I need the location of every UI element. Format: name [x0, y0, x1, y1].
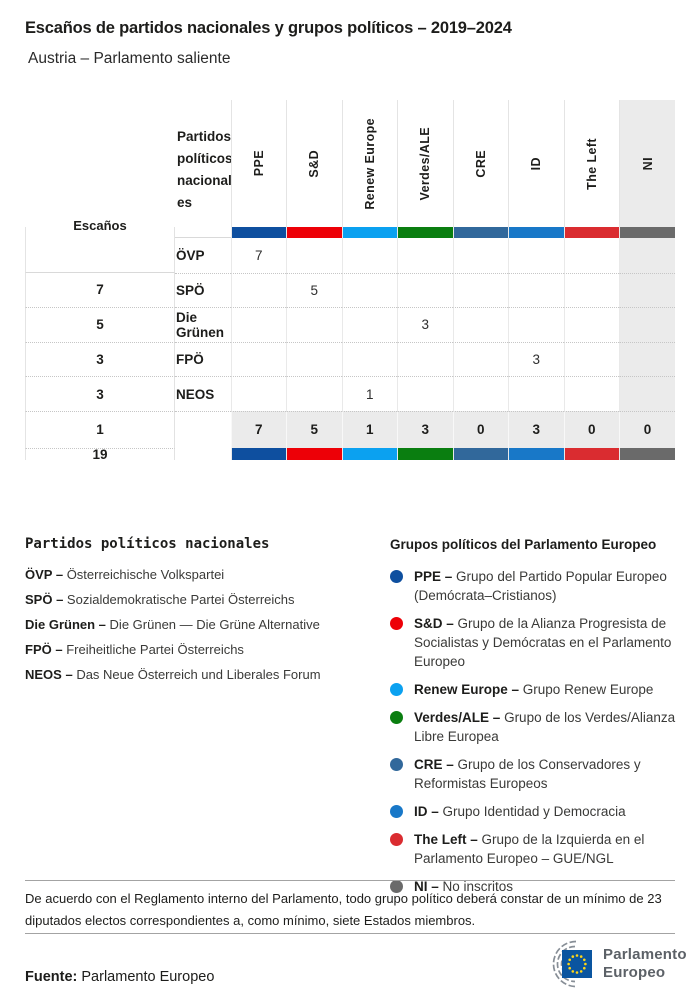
group-total: 7 — [231, 411, 287, 448]
row-total: 7 — [25, 273, 175, 308]
legend-item: NEOS – Das Neue Österreich und Liberales Forum — [25, 667, 321, 682]
group-total: 0 — [564, 411, 620, 448]
group-color-bar-renew — [342, 227, 398, 238]
logo-wordmark: Parlamento Europeo — [603, 946, 687, 981]
national-parties-legend — [25, 536, 365, 692]
cre-color-dot-icon — [390, 758, 403, 771]
source-line — [25, 969, 214, 985]
legend-item: CRE – Grupo de los Conservadores y Reformistas Europeos — [390, 755, 690, 793]
cell — [619, 238, 675, 273]
group-total: 0 — [453, 411, 509, 448]
cell: 1 — [342, 376, 398, 411]
party-row-label: ÖVP — [176, 247, 205, 263]
group-color-bar-theleft — [564, 227, 620, 238]
group-total: 0 — [619, 411, 675, 448]
page-subtitle: Austria – Parlamento saliente — [28, 50, 231, 67]
party-row-label: FPÖ — [175, 342, 231, 377]
cell — [342, 307, 398, 342]
cell — [286, 238, 342, 273]
group-color-bar-verdes — [397, 448, 453, 460]
divider — [25, 880, 675, 881]
cell: 3 — [397, 307, 453, 342]
group-color-bar-sd — [286, 448, 342, 460]
cell — [564, 273, 620, 308]
verdes-color-dot-icon — [390, 711, 403, 724]
group-total: 5 — [286, 411, 342, 448]
cell — [619, 273, 675, 308]
column-header-cre: CRE — [453, 100, 509, 227]
cell — [231, 307, 287, 342]
cell — [619, 342, 675, 377]
party-row-label: NEOS — [175, 376, 231, 411]
group-color-bar-sd — [286, 227, 342, 238]
cell — [397, 342, 453, 377]
group-color-bar-ni — [619, 227, 675, 238]
group-color-bar-verdes — [397, 227, 453, 238]
legend-item: S&D – Grupo de la Alianza Progresista de Socialistas y Demócratas en el Parlamento Europeo — [390, 614, 690, 671]
seats-table — [25, 100, 675, 460]
grand-total: 19 — [25, 448, 175, 460]
cell — [453, 376, 509, 411]
cell: 5 — [286, 273, 342, 308]
legend-title: Partidos políticos nacionales — [25, 536, 270, 552]
sd-color-dot-icon — [390, 617, 403, 630]
cell — [231, 376, 287, 411]
row-total: 3 — [25, 376, 175, 411]
group-color-bar-renew — [342, 448, 398, 460]
cell — [286, 307, 342, 342]
party-row-label: SPÖ — [175, 273, 231, 308]
table-corner-label: Partidos políticos nacional es — [177, 129, 233, 210]
ep-hemicycle-icon — [518, 936, 594, 992]
source-value: Parlamento Europeo — [81, 969, 215, 985]
group-total: 3 — [397, 411, 453, 448]
legend-item: FPÖ – Freiheitliche Partei Österreichs — [25, 642, 244, 657]
legend-item: Verdes/ALE – Grupo de los Verdes/Alianza Libre Europea — [390, 708, 690, 746]
cell — [342, 342, 398, 377]
legend-item: ID – Grupo Identidad y Democracia — [390, 802, 690, 821]
cell — [564, 238, 620, 273]
cell — [564, 342, 620, 377]
column-header-theleft: The Left — [564, 100, 620, 227]
cell — [619, 376, 675, 411]
group-color-bar-cre — [453, 227, 509, 238]
legend-title: Grupos políticos del Parlamento Europeo — [390, 537, 657, 552]
political-groups-legend — [390, 537, 690, 905]
cell — [397, 238, 453, 273]
cell — [508, 376, 564, 411]
row-total: 1 — [25, 411, 175, 448]
cell — [397, 273, 453, 308]
footnote: De acuerdo con el Reglamento interno del Parlamento, todo grupo político deberá constar de un mínimo de 23 diputados electos correspondientes a, como mínimo, siete Estados miembros. — [25, 891, 662, 928]
divider — [25, 933, 675, 934]
column-header-verdes: Verdes/ALE — [397, 100, 453, 227]
column-header-sd: S&D — [286, 100, 342, 227]
cell — [453, 273, 509, 308]
group-color-bar-cre — [453, 448, 509, 460]
cell — [508, 273, 564, 308]
group-color-bar-ni — [619, 448, 675, 460]
party-row-label: Die Grünen — [175, 307, 231, 342]
legend-item: Renew Europe – Grupo Renew Europe — [390, 680, 690, 699]
cell — [286, 342, 342, 377]
column-header-id: ID — [508, 100, 564, 227]
column-header-seats: Escaños — [25, 227, 175, 238]
group-total: 1 — [342, 411, 398, 448]
page-title: Escaños de partidos nacionales y grupos políticos – 2019–2024 — [25, 19, 512, 37]
cell — [286, 376, 342, 411]
id-color-dot-icon — [390, 805, 403, 818]
header-underline — [175, 227, 231, 238]
group-color-bar-ppe — [231, 448, 287, 460]
column-header-renew: Renew Europe — [342, 100, 398, 227]
totals-row-spacer — [175, 411, 231, 448]
cell — [453, 307, 509, 342]
cell — [564, 307, 620, 342]
group-total: 3 — [508, 411, 564, 448]
cell — [508, 238, 564, 273]
ppe-color-dot-icon — [390, 570, 403, 583]
cell — [397, 376, 453, 411]
theleft-color-dot-icon — [390, 833, 403, 846]
legend-item: PPE – Grupo del Partido Popular Europeo (Demócrata–Cristianos) — [390, 567, 690, 605]
group-color-bar-id — [508, 448, 564, 460]
renew-color-dot-icon — [390, 683, 403, 696]
column-header-ni: NI — [619, 100, 675, 227]
cell — [231, 342, 287, 377]
cell: 7 — [231, 238, 287, 273]
source-label: Fuente: — [25, 969, 78, 985]
cell — [508, 307, 564, 342]
cell — [342, 238, 398, 273]
legend-item: The Left – Grupo de la Izquierda en el Parlamento Europeo – GUE/NGL — [390, 830, 690, 868]
legend-item: NI – No inscritos — [390, 877, 690, 896]
row-total: 5 — [25, 307, 175, 342]
cell — [342, 273, 398, 308]
cell — [231, 273, 287, 308]
cell — [619, 307, 675, 342]
legend-item: Die Grünen – Die Grünen — Die Grüne Alternative — [25, 617, 320, 632]
seats-header-underline — [25, 238, 175, 273]
cell: 3 — [508, 342, 564, 377]
group-color-bar-theleft — [564, 448, 620, 460]
group-color-bar-id — [508, 227, 564, 238]
group-color-bar-ppe — [231, 227, 287, 238]
row-total: 3 — [25, 342, 175, 377]
european-parliament-logo — [518, 936, 687, 992]
cell — [453, 342, 509, 377]
cell — [453, 238, 509, 273]
cell — [564, 376, 620, 411]
legend-item: ÖVP – Österreichische Volkspartei — [25, 567, 225, 582]
legend-item: SPÖ – Sozialdemokratische Partei Österreichs — [25, 592, 295, 607]
column-header-ppe: PPE — [231, 100, 287, 227]
